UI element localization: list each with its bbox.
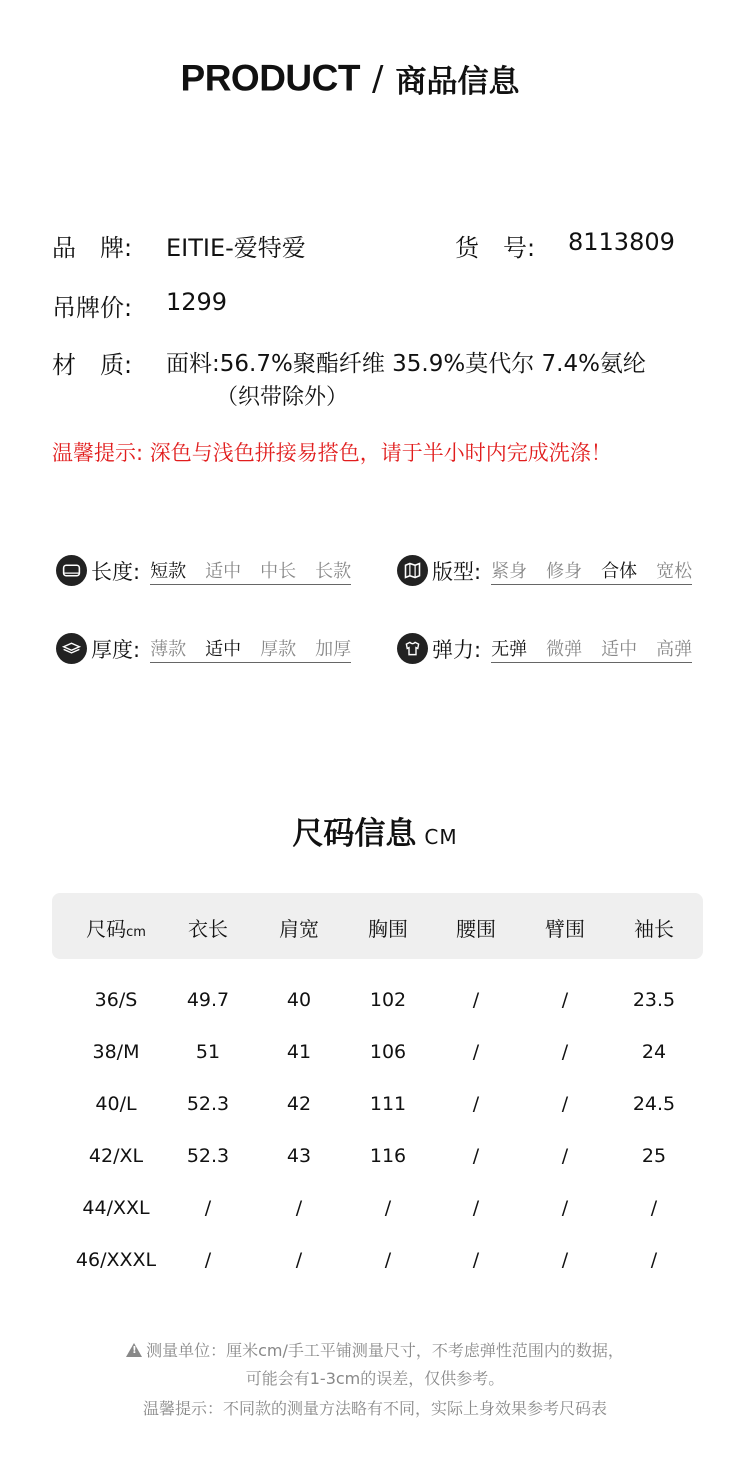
table-cell: 111 xyxy=(369,1093,407,1115)
table-cell: / xyxy=(561,1197,569,1219)
table-row-size: 36/S xyxy=(94,989,138,1011)
fit-option-regular: 合体 xyxy=(601,560,638,582)
thickness-option-thin: 薄款 xyxy=(150,638,187,660)
table-cell: 116 xyxy=(369,1145,407,1167)
elasticity-option-high: 高弹 xyxy=(656,638,693,660)
sku-label: 货 号: xyxy=(455,234,536,262)
table-cell: 102 xyxy=(369,989,407,1011)
table-cell: / xyxy=(561,1041,569,1063)
attr-fit xyxy=(397,555,692,586)
attr-length-label: 长度: xyxy=(91,559,141,584)
table-cell: / xyxy=(472,1041,480,1063)
header-sleeve: 袖长 xyxy=(634,917,674,941)
fit-option-slim: 修身 xyxy=(546,560,583,582)
length-option-medium: 适中 xyxy=(205,560,242,582)
size-table-header xyxy=(52,893,703,959)
material-value: 面料:56.7%聚酯纤维 35.9%莫代尔 7.4%氨纶 xyxy=(166,351,646,377)
measure-note-3: 温馨提示：不同款的测量方法略有不同，实际上身效果参考尺码表 xyxy=(142,1399,607,1418)
table-row-size: 46/XXXL xyxy=(75,1249,157,1271)
size-title-text: 尺码信息 xyxy=(292,816,417,852)
table-cell: 24 xyxy=(641,1041,667,1063)
table-cell: / xyxy=(561,1093,569,1115)
table-cell: 43 xyxy=(286,1145,312,1167)
header-size: 尺码cm xyxy=(86,917,146,941)
table-cell: 42 xyxy=(286,1093,312,1115)
table-cell: / xyxy=(650,1249,658,1271)
table-cell: 41 xyxy=(286,1041,312,1063)
attr-thickness-label: 厚度: xyxy=(91,637,141,662)
attr-elasticity xyxy=(397,633,692,664)
brand-label: 品 牌: xyxy=(52,234,133,262)
table-cell: / xyxy=(650,1197,658,1219)
size-title xyxy=(0,808,750,853)
table-cell: / xyxy=(561,1145,569,1167)
size-title-unit: CM xyxy=(424,825,458,849)
price-label: 吊牌价: xyxy=(52,294,133,322)
shirt-length-icon xyxy=(56,555,87,586)
table-cell: / xyxy=(472,1093,480,1115)
thickness-option-medium: 适中 xyxy=(205,638,242,660)
table-cell: / xyxy=(384,1197,392,1219)
table-row-size: 40/L xyxy=(95,1093,137,1115)
length-option-short: 短款 xyxy=(150,560,187,582)
elasticity-icon xyxy=(397,633,428,664)
table-cell: 40 xyxy=(286,989,312,1011)
fit-option-tight: 紧身 xyxy=(491,560,528,582)
material-label: 材 质: xyxy=(52,351,133,379)
fit-icon xyxy=(397,555,428,586)
table-cell: / xyxy=(384,1249,392,1271)
price-value: 1299 xyxy=(166,288,228,316)
table-cell: / xyxy=(472,989,480,1011)
header-arm: 臂围 xyxy=(545,917,585,941)
elasticity-option-slight: 微弹 xyxy=(546,638,583,660)
header-shoulder: 肩宽 xyxy=(279,917,319,941)
attr-thickness xyxy=(56,633,351,664)
table-cell: / xyxy=(472,1145,480,1167)
attr-elasticity-label: 弹力: xyxy=(432,637,482,662)
table-cell: 24.5 xyxy=(632,1093,676,1115)
table-cell: 25 xyxy=(641,1145,667,1167)
header-size-unit: cm xyxy=(126,925,146,940)
table-cell: / xyxy=(472,1197,480,1219)
attr-length xyxy=(56,555,351,586)
header-chest: 胸围 xyxy=(368,917,408,941)
table-cell: / xyxy=(295,1197,303,1219)
table-cell: / xyxy=(204,1197,212,1219)
attr-fit-label: 版型: xyxy=(432,559,482,584)
table-cell: 52.3 xyxy=(186,1093,230,1115)
page-header xyxy=(0,56,700,101)
length-option-long: 长款 xyxy=(315,560,352,582)
table-cell: / xyxy=(295,1249,303,1271)
elasticity-option-medium: 适中 xyxy=(601,638,638,660)
brand-value: EITIE-爱特爱 xyxy=(166,234,306,262)
table-cell: 23.5 xyxy=(632,989,676,1011)
measure-note-1: !测量单位：厘米cm/手工平铺测量尺寸，不考虑弹性范围内的数据， xyxy=(0,1338,750,1361)
elasticity-option-none: 无弹 xyxy=(491,638,528,660)
sku-value: 8113809 xyxy=(568,228,675,256)
table-cell: 51 xyxy=(195,1041,221,1063)
care-tip: 温馨提示: 深色与浅色拼接易搭色，请于半小时内完成洗涤！ xyxy=(52,441,612,465)
table-cell: 49.7 xyxy=(186,989,230,1011)
table-cell: / xyxy=(561,1249,569,1271)
table-cell: / xyxy=(472,1249,480,1271)
table-row-size: 44/XXL xyxy=(82,1197,150,1219)
table-cell: / xyxy=(204,1249,212,1271)
table-cell: 106 xyxy=(369,1041,407,1063)
thickness-option-extra-thick: 加厚 xyxy=(315,638,352,660)
table-row-size: 38/M xyxy=(92,1041,140,1063)
thickness-option-thick: 厚款 xyxy=(260,638,297,660)
table-row-size: 42/XL xyxy=(88,1145,144,1167)
table-cell: / xyxy=(561,989,569,1011)
title-zh: 商品信息 xyxy=(395,64,520,100)
header-length: 衣长 xyxy=(188,917,228,941)
title-separator: / xyxy=(371,58,384,99)
measure-note-2: 可能会有1-3cm的误差，仅供参考。 xyxy=(245,1369,505,1388)
fit-option-loose: 宽松 xyxy=(656,560,693,582)
material-note: （织带除外） xyxy=(216,385,349,410)
title-en: PRODUCT xyxy=(180,57,360,99)
length-option-mid-long: 中长 xyxy=(260,560,297,582)
table-cell: 52.3 xyxy=(186,1145,230,1167)
warning-icon xyxy=(126,1343,142,1357)
thickness-icon xyxy=(56,633,87,664)
header-waist: 腰围 xyxy=(456,917,496,941)
